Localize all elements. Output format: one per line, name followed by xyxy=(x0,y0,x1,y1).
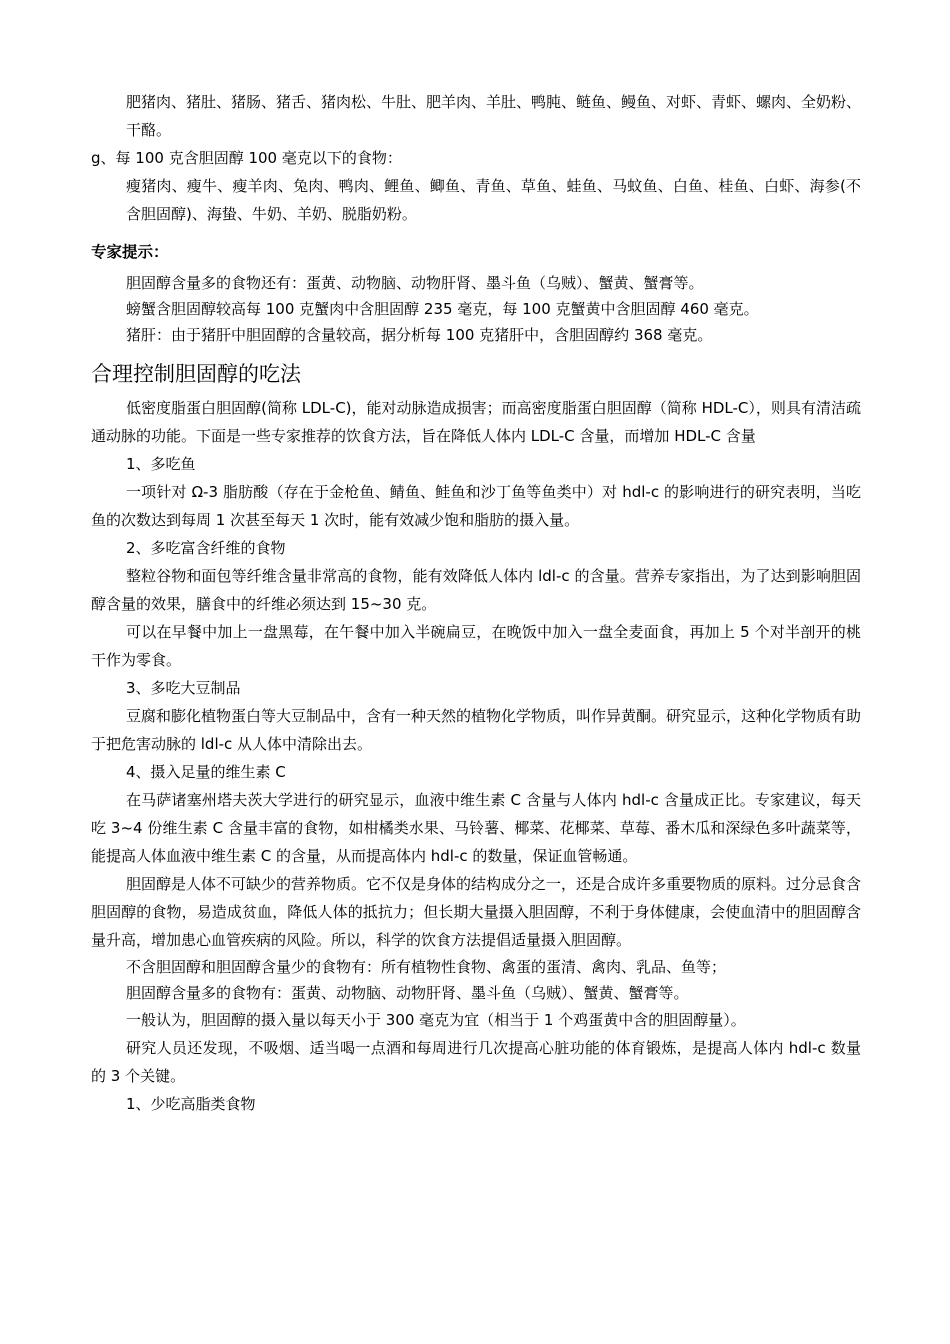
item-3-title: 3、多吃大豆制品 xyxy=(126,679,241,697)
food-list-f: 肥猪肉、猪肚、猪肠、猪舌、猪肉松、牛肚、肥羊肉、羊肚、鸭肫、鲢鱼、鳗鱼、对虾、青虾、螺肉、全奶粉、干酪。 xyxy=(126,93,862,139)
expert-tip-2: 螃蟹含胆固醇较高每 100 克蟹肉中含胆固醇 235 毫克，每 100 克蟹黄中含胆固醇 460 毫克。 xyxy=(126,300,759,318)
item-1-text: 一项针对 Ω-3 脂肪酸（存在于金枪鱼、鲭鱼、鲑鱼和沙丁鱼等鱼类中）对 hdl-c 的影响进行的研究表明，当吃鱼的次数达到每周 1 次甚至每天 1 次时，能有效减少饱和脂肪的摄入量。 xyxy=(91,483,861,529)
paragraph-cholesterol-importance: 胆固醇是人体不可缺少的营养物质。它不仅是身体的结构成分之一，还是合成许多重要物质的原料。过分忌食含胆固醇的食物，易造成贫血，降低人体的抵抗力；但长期大量摄入胆固醇，不利于身体健康，会使血清中的胆固醇含量升高，增加患心血管疾病的风险。所以，科学的饮食方法提倡适量摄入胆固醇。 xyxy=(91,875,862,949)
document-page xyxy=(91,88,861,1118)
expert-tip-3: 猪肝：由于猪肝中胆固醇的含量较高，据分析每 100 克猪肝中，含胆固醇约 368 毫克。 xyxy=(126,326,713,344)
paragraph-low-cholesterol-foods: 不含胆固醇和胆固醇含量少的食物有：所有植物性食物、禽蛋的蛋清、禽肉、乳品、鱼等； xyxy=(126,958,727,976)
item-1-title: 1、多吃鱼 xyxy=(126,455,196,473)
paragraph-three-keys: 研究人员还发现，不吸烟、适当喝一点酒和每周进行几次提高心脏功能的体育锻炼，是提高人体内 hdl-c 数量的 3 个关键。 xyxy=(91,1039,861,1085)
food-list-g: 瘦猪肉、瘦牛、瘦羊肉、兔肉、鸭肉、鲤鱼、鲫鱼、青鱼、草鱼、蛙鱼、马蚊鱼、白鱼、桂鱼、白虾、海参(不含胆固醇)、海蛰、牛奶、羊奶、脱脂奶粉。 xyxy=(126,177,861,223)
item-4-title: 4、摄入足量的维生素 C xyxy=(126,763,286,781)
paragraph-daily-intake: 一般认为，胆固醇的摄入量以每天小于 300 毫克为宜（相当于 1 个鸡蛋黄中含的胆固醇量）。 xyxy=(126,1011,746,1029)
item-2-title: 2、多吃富含纤维的食物 xyxy=(126,539,286,557)
section-title: 合理控制胆固醇的吃法 xyxy=(91,362,301,386)
section-intro: 低密度脂蛋白胆固醇(简称 LDL-C)，能对动脉造成损害；而高密度脂蛋白胆固醇（简称 HDL-C），则具有清洁疏通动脉的功能。下面是一些专家推荐的饮食方法，旨在降低人体内 LDL-C 含量，而增加 HDL-C 含量 xyxy=(91,399,861,445)
expert-tips-heading: 专家提示： xyxy=(91,243,169,261)
item-5-title: 1、少吃高脂类食物 xyxy=(126,1095,256,1113)
expert-tip-1: 胆固醇含量多的食物还有：蛋黄、动物脑、动物肝肾、墨斗鱼（乌贼）、蟹黄、蟹膏等。 xyxy=(126,274,704,292)
paragraph-high-cholesterol-foods: 胆固醇含量多的食物有：蛋黄、动物脑、动物肝肾、墨斗鱼（乌贼）、蟹黄、蟹膏等。 xyxy=(126,984,689,1002)
food-list-g-label: g、每 100 克含胆固醇 100 毫克以下的食物： xyxy=(91,149,402,167)
item-3-text: 豆腐和膨化植物蛋白等大豆制品中，含有一种天然的植物化学物质，叫作异黄酮。研究显示，这种化学物质有助于把危害动脉的 ldl-c 从人体中清除出去。 xyxy=(91,707,862,753)
item-2-text-2: 可以在早餐中加上一盘黑莓，在午餐中加入半碗扁豆，在晚饭中加入一盘全麦面食，再加上 5 个对半剖开的桃干作为零食。 xyxy=(91,623,861,669)
item-2-text-1: 整粒谷物和面包等纤维含量非常高的食物，能有效降低人体内 ldl-c 的含量。营养专家指出，为了达到影响胆固醇含量的效果，膳食中的纤维必须达到 15~30 克。 xyxy=(91,567,861,613)
item-4-text: 在马萨诸塞州塔夫茨大学进行的研究显示，血液中维生素 C 含量与人体内 hdl-c 含量成正比。专家建议，每天吃 3~4 份维生素 C 含量丰富的食物，如柑橘类水果、马铃薯、椰菜、花椰菜、草莓、番木瓜和深绿色多叶蔬菜等，能提高人体血液中维生素 C 的含量，从而提高体内 hdl-c 的数量，保证血管畅通。 xyxy=(91,791,861,865)
